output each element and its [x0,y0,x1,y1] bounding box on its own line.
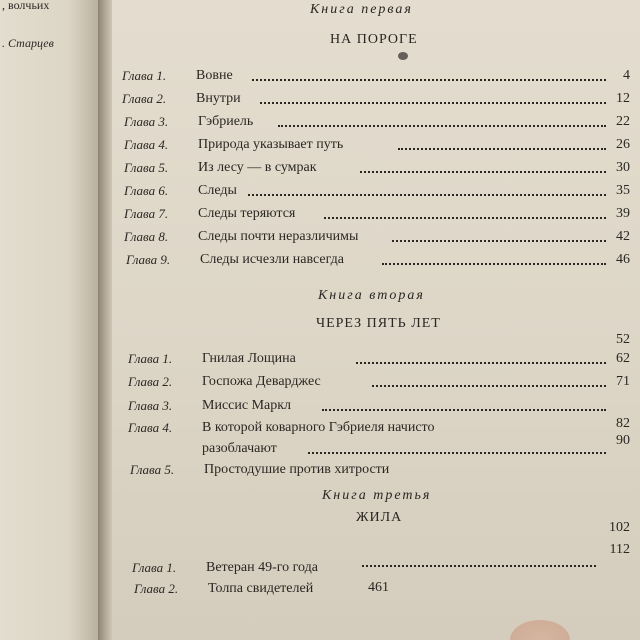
right-page [112,0,640,640]
chapter-title: Миссис Маркл [202,398,292,413]
dot-leader [356,361,606,364]
toc-row [112,433,640,459]
dot-leader [308,451,606,454]
chapter-title: Госпожа Деварджес [202,374,321,389]
chapter-page: 39 [616,206,630,221]
chapter-page: 90 [616,433,630,448]
chapter-label: Глава 2. [134,581,179,596]
toc-row [112,137,640,155]
chapter-label: Глава 9. [126,252,171,267]
chapter-label: Глава 2. [128,374,173,389]
chapter-label: Глава 7. [124,206,169,221]
toc-row [112,398,640,416]
chapter-title: Толпа свидетелей [208,581,314,596]
toc-row [112,183,640,201]
chapter-page: 35 [616,183,630,198]
toc-row [112,229,640,247]
chapter-label: Глава 3. [128,398,173,413]
toc-row [112,351,640,369]
dot-leader [322,408,606,411]
chapter-label: Глава 6. [124,183,169,198]
chapter-label: Глава 1. [122,68,167,83]
chapter-label: Глава 8. [124,229,169,244]
chapter-label: Глава 4. [128,420,173,435]
page-number: 461 [368,580,389,595]
dot-leader [392,239,606,242]
book-lead-page: 52 [616,332,630,347]
chapter-title: Вовне [196,68,233,83]
chapter-title: Гнилая Лощина [202,351,296,366]
ink-blot [398,52,408,60]
book-gutter [98,0,112,640]
chapter-title: Следы исчезли навсегда [200,252,344,267]
toc-row [112,416,640,438]
chapter-page: 42 [616,229,630,244]
finger-tip [510,620,570,640]
chapter-title: Следы почти неразличимы [198,229,359,244]
book-title: ЖИЛА [356,510,403,525]
dot-leader [398,147,606,150]
left-page [0,0,98,640]
chapter-label: Глава 1. [132,560,177,575]
dot-leader [324,216,606,219]
chapter-page: 22 [616,114,630,129]
dot-leader [248,193,606,196]
chapter-page: 30 [616,160,630,175]
chapter-title: Ветеран 49-го года [206,560,318,575]
dot-leader [372,384,606,387]
book-lead-page: 102 [609,520,630,535]
dot-leader [360,170,606,173]
chapter-title: Простодушие против хитрости [204,462,390,477]
book-heading: Книга вторая [318,288,425,303]
chapter-page: 26 [616,137,630,152]
toc-row [112,114,640,132]
chapter-label: Глава 4. [124,137,169,152]
toc-row [112,374,640,392]
left-page-fragment: , волчьих [2,0,50,12]
book-title: ЧЕРЕЗ ПЯТЬ ЛЕТ [316,316,441,331]
chapter-title: разоблачают [202,441,277,456]
chapter-title: Природа указывает путь [198,137,344,152]
chapter-title: Внутри [196,91,241,106]
chapter-label: Глава 1. [128,351,173,366]
toc-row [112,252,640,270]
toc-row [112,160,640,178]
book-heading: Книга третья [322,488,432,503]
toc-row [112,542,640,578]
chapter-title: Следы [198,183,237,198]
chapter-page: 46 [616,252,630,267]
chapter-label: Глава 5. [130,462,175,477]
chapter-page: 12 [616,91,630,106]
chapter-page: 4 [623,68,630,83]
toc-row [112,462,640,480]
chapter-title: Из лесу — в сумрак [198,160,317,175]
dot-leader [382,262,606,265]
chapter-page: 112 [609,542,630,557]
toc-row [112,91,640,109]
chapter-page: 62 [616,351,630,366]
chapter-page: 71 [616,374,630,389]
toc-row [112,68,640,86]
dot-leader [278,124,606,127]
chapter-label: Глава 2. [122,91,167,106]
chapter-page: 82 [616,416,630,431]
chapter-title: Следы теряются [198,206,296,221]
dot-leader [252,78,606,81]
chapter-label: Глава 3. [124,114,169,129]
book-title: НА ПОРОГЕ [330,32,418,47]
dot-leader [362,564,596,567]
chapter-title: В которой коварного Гэбриеля начисто [202,420,435,435]
book-heading: Книга первая [310,2,413,17]
left-page-fragment: . Старцев [2,36,54,50]
chapter-label: Глава 5. [124,160,169,175]
toc-row [112,206,640,224]
chapter-title: Гэбриель [198,114,254,129]
dot-leader [260,101,606,104]
